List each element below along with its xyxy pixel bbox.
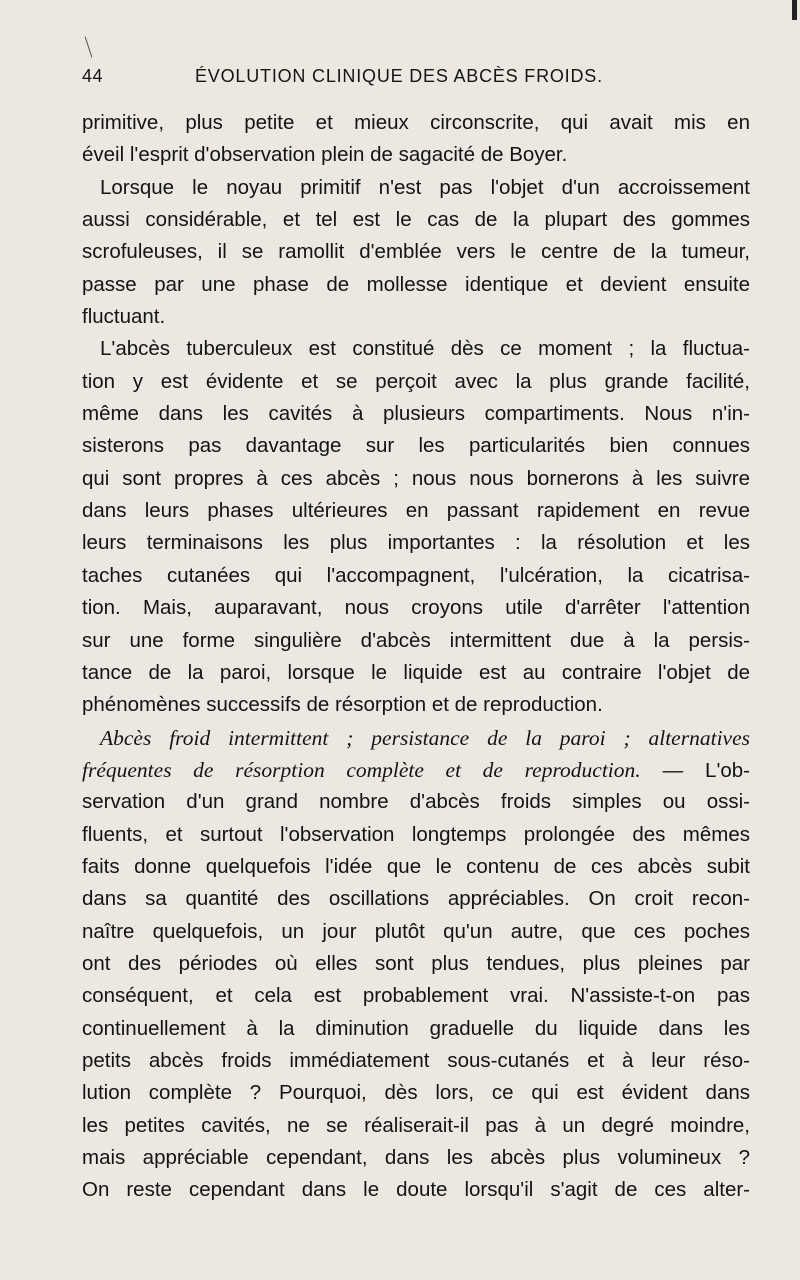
text-line: tion y est évidente et se perçoit avec la plus grande facilité, (82, 369, 750, 393)
text-line: faits donne quelquefois l'idée que le contenu de ces abcès subit (82, 854, 750, 878)
text-line: qui sont propres à ces abcès ; nous nous bornerons à les suivre (82, 466, 750, 490)
text-line: Lorsque le noyau primitif n'est pas l'objet d'un accroissement (100, 175, 750, 199)
text-line: lution complète ? Pourquoi, dès lors, ce qui est évident dans (82, 1081, 750, 1105)
page-number: 44 (82, 66, 104, 86)
text-line: tion. Mais, auparavant, nous croyons utile d'arrêter l'attention (82, 596, 750, 620)
text-line: On reste cependant dans le doute lorsqu'il s'agit de ces alter- (82, 1178, 750, 1202)
body-text (82, 107, 750, 1207)
text-line: éveil l'esprit d'observation plein de sagacité de Boyer. (82, 143, 568, 167)
text-line: fluents, et surtout l'observation longtemps prolongée des mêmes (82, 822, 750, 846)
section-title-rest: — L'ob- (640, 758, 750, 782)
section-title-italic: fréquentes de résorption complète et de reproduction. (82, 757, 641, 782)
text-line: scrofuleuses, il se ramollit d'emblée vers le centre de la tumeur, (82, 240, 750, 264)
text-line: tance de la paroi, lorsque le liquide est au contraire l'objet de (82, 660, 750, 684)
text-line: continuellement à la diminution graduelle du liquide dans les (82, 1016, 750, 1040)
text-line: dans leurs phases ultérieures en passant rapidement en revue (82, 499, 750, 523)
text-line: passe par une phase de mollesse identique et devient ensuite (82, 272, 750, 296)
page-header (82, 66, 752, 96)
text-line: sisterons pas davantage sur les particularités bien connues (82, 434, 750, 458)
text-line: naître quelquefois, un jour plutôt qu'un autre, que ces poches (82, 919, 750, 943)
section-title-continuation (82, 754, 750, 786)
text-line: mais appréciable cependant, dans les abcès plus volumineux ? (82, 1146, 750, 1169)
text-line: taches cutanées qui l'accompagnent, l'ulcération, la cicatrisa- (82, 563, 750, 587)
text-line: les petites cavités, ne se réaliserait-il pas à un degré moindre, (82, 1113, 750, 1137)
text-line: conséquent, et cela est probablement vrai. N'assiste-t-on pas (82, 984, 750, 1008)
text-line: phénomènes successifs de résorption et de reproduction. (82, 693, 603, 717)
text-line: dans sa quantité des oscillations appréciables. On croit recon- (82, 887, 750, 911)
section-title: Abcès froid intermittent ; persistance de la paroi ; alternatives (100, 725, 750, 750)
scan-mark (85, 36, 93, 57)
text-line: aussi considérable, et tel est le cas de la plupart des gommes (82, 208, 750, 232)
text-line: même dans les cavités à plusieurs compartiments. Nous n'in- (82, 402, 750, 426)
running-title: ÉVOLUTION CLINIQUE DES ABCÈS FROIDS. (195, 66, 603, 86)
text-line: fluctuant. (82, 305, 166, 329)
text-line: primitive, plus petite et mieux circonscrite, qui avait mis en (82, 111, 750, 134)
text-line: sur une forme singulière d'abcès intermittent due à la persis- (82, 628, 750, 652)
scan-edge-mark (792, 0, 797, 20)
text-line: L'abcès tuberculeux est constitué dès ce moment ; la fluctua- (100, 337, 750, 361)
text-line: servation d'un grand nombre d'abcès froids simples ou ossi- (82, 790, 750, 814)
text-line: leurs terminaisons les plus importantes : la résolution et les (82, 531, 750, 555)
text-line: ont des périodes où elles sont plus tendues, plus pleines par (82, 951, 750, 975)
text-line: petits abcès froids immédiatement sous-cutanés et à leur réso- (82, 1048, 750, 1072)
